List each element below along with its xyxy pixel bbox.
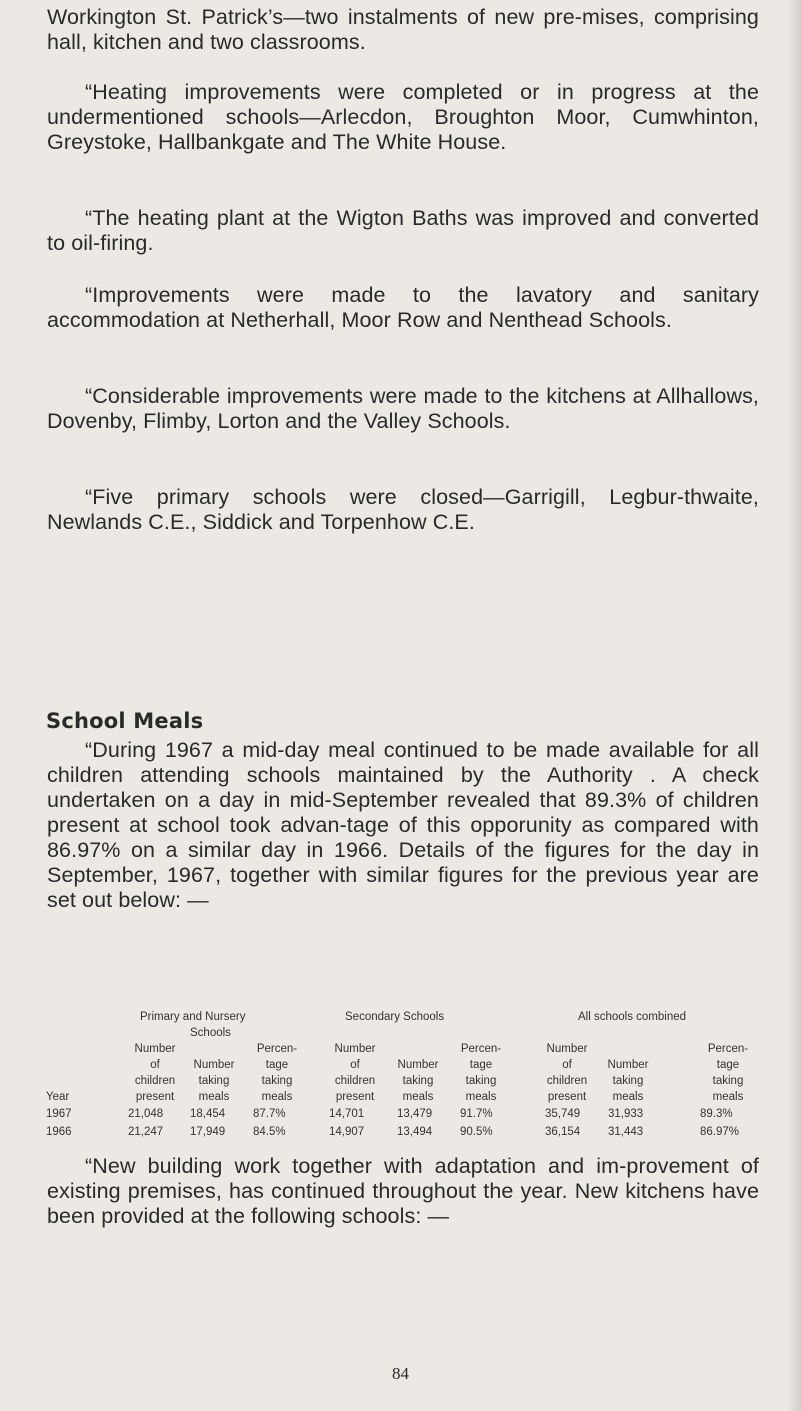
cell-secondary-children: 14,701 — [329, 1108, 365, 1120]
col-header-all-children — [532, 1041, 602, 1105]
header-line: meals — [465, 1091, 497, 1103]
page-edge-shadow — [787, 0, 801, 1411]
col-header-year: Year — [46, 1091, 70, 1103]
col-header-all-pct — [696, 1041, 760, 1105]
col-header-all-taking — [598, 1041, 658, 1105]
cell-all-children: 35,749 — [545, 1108, 581, 1120]
cell-all-taking: 31,443 — [608, 1126, 644, 1138]
header-line: of — [150, 1059, 160, 1071]
cell-primary-pct: 84.5% — [253, 1126, 286, 1138]
cell-primary-taking: 18,454 — [190, 1108, 226, 1120]
section-heading: School Meals — [46, 709, 204, 733]
header-line: of — [562, 1059, 572, 1071]
header-line: meals — [198, 1091, 230, 1103]
header-line: present — [335, 1091, 375, 1103]
header-line: children — [134, 1075, 176, 1087]
header-line: Percen- — [707, 1043, 749, 1055]
cell-all-taking: 31,933 — [608, 1108, 644, 1120]
header-line: Percen- — [460, 1043, 502, 1055]
paragraph-wigton-baths: “The heating plant at the Wigton Baths was improved and converted to oil-firing. — [47, 206, 759, 255]
header-line: tage — [265, 1059, 289, 1071]
cell-primary-children: 21,048 — [128, 1108, 164, 1120]
paragraph-school-meals: “During 1967 a mid-day meal continued to be made available for all children attending schools maintained by the Authority . A check undertaken on a day in mid-September revealed that 89.3% of children present at school took advan-tage of this opporunity as compared with 86.97% on a similar day in 1966. Details of the figures for the day in September, 1967, together with similar figures for the previous year are set out below: — — [47, 738, 759, 912]
header-line: children — [546, 1075, 588, 1087]
col-header-secondary-children — [320, 1041, 390, 1105]
header-line: meals — [612, 1091, 644, 1103]
header-line: tage — [716, 1059, 740, 1071]
cell-secondary-taking: 13,479 — [397, 1108, 433, 1120]
col-header-primary-taking — [186, 1057, 242, 1105]
header-line: taking — [261, 1075, 293, 1087]
paragraph-closed-schools: “Five primary schools were closed—Garrigill, Legbur-thwaite, Newlands C.E., Siddick and Torpenhow C.E. — [47, 485, 759, 534]
header-line: children — [334, 1075, 376, 1087]
col-header-secondary-pct — [450, 1041, 512, 1105]
header-line: Percen- — [256, 1043, 298, 1055]
cell-secondary-pct: 90.5% — [460, 1126, 493, 1138]
group-header-secondary: Secondary Schools — [345, 1011, 445, 1023]
cell-secondary-children: 14,907 — [329, 1126, 365, 1138]
header-line: taking — [465, 1075, 497, 1087]
header-line: meals — [712, 1091, 744, 1103]
header-line: Number — [334, 1043, 376, 1055]
cell-all-children: 36,154 — [545, 1126, 581, 1138]
header-line: Number — [546, 1043, 588, 1055]
header-line: meals — [261, 1091, 293, 1103]
col-header-secondary-taking — [388, 1041, 448, 1105]
paragraph-workington: Workington St. Patrick’s—two instalments of new pre-mises, comprising hall, kitchen and two classrooms. — [47, 5, 759, 54]
header-line: Number — [397, 1059, 439, 1071]
cell-year: 1967 — [46, 1108, 72, 1120]
cell-secondary-taking: 13,494 — [397, 1126, 433, 1138]
cell-primary-children: 21,247 — [128, 1126, 164, 1138]
header-line: Number — [193, 1059, 235, 1071]
group-header-primary: Primary and Nursery — [140, 1011, 246, 1023]
paragraph-new-building: “New building work together with adaptation and im-provement of existing premises, has continued throughout the year. New kitchens have been provided at the following schools: — — [47, 1154, 759, 1228]
header-line: taking — [198, 1075, 230, 1087]
header-line: present — [135, 1091, 175, 1103]
header-line: Number — [607, 1059, 649, 1071]
cell-primary-taking: 17,949 — [190, 1126, 226, 1138]
header-line: tage — [469, 1059, 493, 1071]
paragraph-kitchens: “Considerable improvements were made to the kitchens at Allhallows, Dovenby, Flimby, Lorton and the Valley Schools. — [47, 384, 759, 433]
cell-secondary-pct: 91.7% — [460, 1108, 493, 1120]
group-header-all: All schools combined — [578, 1011, 687, 1023]
col-header-primary-children — [120, 1041, 190, 1105]
paragraph-heating: “Heating improvements were completed or in progress at the undermentioned schools—Arlecdon, Broughton Moor, Cumwhinton, Greystoke, Hallbankgate and The White House. — [47, 80, 759, 154]
header-line: of — [350, 1059, 360, 1071]
cell-all-pct: 89.3% — [700, 1108, 733, 1120]
cell-primary-pct: 87.7% — [253, 1108, 286, 1120]
paragraph-lavatory: “Improvements were made to the lavatory and sanitary accommodation at Netherhall, Moor Row and Nenthead Schools. — [47, 283, 759, 332]
cell-all-pct: 86.97% — [700, 1126, 740, 1138]
header-line: taking — [402, 1075, 434, 1087]
header-line: Number — [134, 1043, 176, 1055]
header-line: meals — [402, 1091, 434, 1103]
cell-year: 1966 — [46, 1126, 72, 1138]
page-number: 84 — [392, 1364, 409, 1383]
col-header-primary-pct — [248, 1041, 306, 1105]
header-line: taking — [712, 1075, 744, 1087]
group-header-primary-schools: Schools — [190, 1027, 231, 1039]
header-line: present — [547, 1091, 587, 1103]
header-line: taking — [612, 1075, 644, 1087]
